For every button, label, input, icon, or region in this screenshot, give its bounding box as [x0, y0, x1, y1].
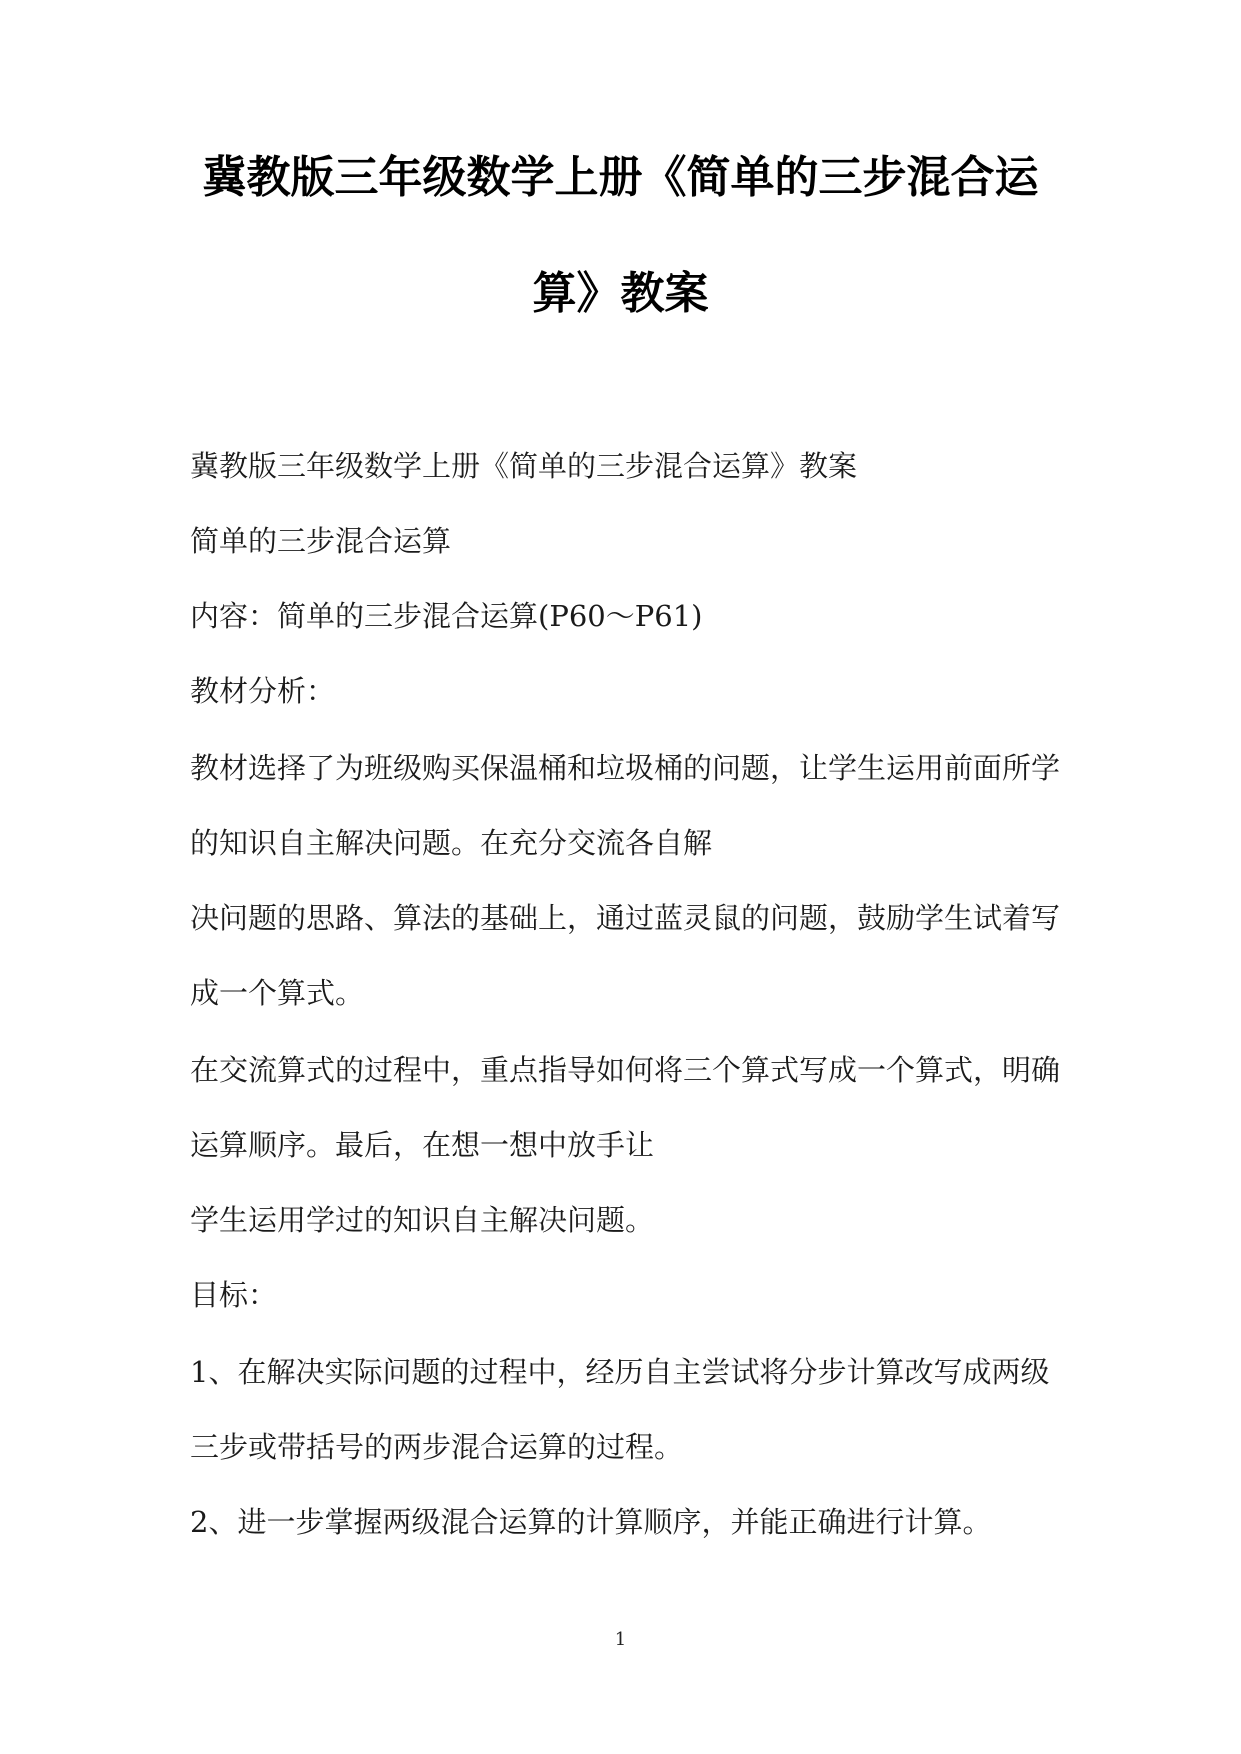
body-line-paragraph: 在交流算式的过程中，重点指导如何将三个算式写成一个算式，明确 [190, 1053, 1061, 1087]
body-line-content: 内容：简单的三步混合运算(P60～P61) [190, 599, 703, 633]
goal-item-1-continued: 三步或带括号的两步混合运算的过程。 [190, 1430, 684, 1464]
body-line-paragraph: 运算顺序。最后，在想一想中放手让 [190, 1128, 655, 1162]
goal-item-2: 2、进一步掌握两级混合运算的计算顺序，并能正确进行计算。 [190, 1505, 992, 1539]
body-line-topic: 简单的三步混合运算 [190, 524, 452, 558]
body-line-paragraph: 决问题的思路、算法的基础上，通过蓝灵鼠的问题，鼓励学生试着写 [190, 901, 1061, 935]
body-line-paragraph: 学生运用学过的知识自主解决问题。 [190, 1203, 655, 1237]
document-title-line-2: 算》教案 [532, 268, 709, 319]
document-title-line-1: 冀教版三年级数学上册《简单的三步混合运 [202, 152, 1039, 203]
body-line-subtitle: 冀教版三年级数学上册《简单的三步混合运算》教案 [190, 449, 858, 483]
body-line-paragraph: 的知识自主解决问题。在充分交流各自解 [190, 826, 713, 860]
body-line-paragraph: 教材选择了为班级购买保温桶和垃圾桶的问题，让学生运用前面所学 [190, 751, 1061, 785]
page-number: 1 [614, 1629, 627, 1650]
section-heading-analysis: 教材分析： [190, 674, 336, 708]
section-heading-goals: 目标： [190, 1278, 278, 1312]
body-line-paragraph: 成一个算式。 [190, 976, 365, 1010]
goal-item-1: 1、在解决实际问题的过程中，经历自主尝试将分步计算改写成两级 [190, 1355, 1050, 1389]
